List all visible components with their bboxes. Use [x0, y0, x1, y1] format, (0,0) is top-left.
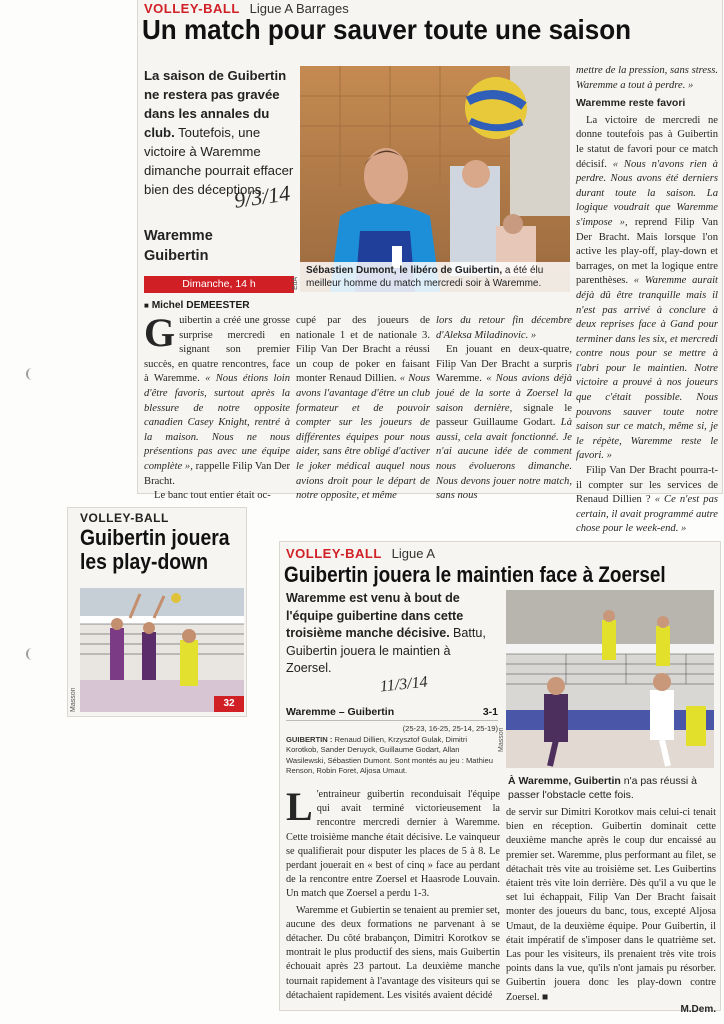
clipping-un-match [138, 0, 722, 535]
photo-caption: Sébastien Dumont, le libéro de Guibertin, a été élu meilleur homme du match mercredi soir à Waremme. [306, 265, 544, 289]
fixture: Waremme Guibertin [144, 228, 213, 264]
kicker: VOLLEY-BALL [80, 511, 169, 525]
photo-credit: Masson [498, 727, 505, 752]
photo-match-action [80, 588, 244, 712]
column-2: de servir sur Dimitri Korotkov mais celui-ci tenait bien en réception. Guibertin dominait cette deuxième manche après le coup dur encaissé au premier set. Waremme, plus performant au filet, se détachait très vite au troisième set. Les Guibertins étaient très vite loin derrière. Dès qu'il a vu que le set lui échappait, Filip Van Der Bracht faisait monter des joueurs du banc, tous, excepté Aljosa Umaut, de la deuxième équipe. Pour Guibertin, il était impératif de s'imposer dans le quatrième set. Las pour les visiteurs, ils prenaient très vite trois points dans la vue, qu'ils n'ont jamais pu résorber. Guibertin jouera donc les play-down contre Zoersel. ■ M.Dem. [506, 806, 716, 1017]
binder-hole-bottom [26, 648, 38, 660]
photo-waremme-guibertin [506, 590, 714, 768]
handwritten-date: 9/3/14 [232, 180, 292, 213]
photo-credit: EdA [292, 276, 299, 290]
column-2: cupé par des joueurs de nationale 1 et de nationale 3. Filip Van Der Bracht a réussi un coup de poker en faisant monter Renaud Dillien. « Nous avons l'avantage d'être un club formateur et de pouvoir compter sur les joueurs de différentes équipes pour nous aider, sans être obligé d'activer le joker médical auquel nous avions droit pour le départ de notre opposite, et même [296, 315, 430, 502]
author: M.Dem. [680, 1003, 716, 1015]
column-4: mettre de la pression, sans stress. Waremme a tout à perdre. » Waremme reste favori La victoire de mercredi ne donne toutefois pas à Guibertin le statut de favori pour ce match décisif. « Nous n'avons rien à perdre. Nous avons été derniers durant toute la saison. La logique voudrait que Waremme s'impose », reprend Filip Van Der Bracht. Mais lorsque l'on active les play-off, play-down et barrages, on met la logique entre parenthèses. « Waremme aurait déjà dû être tranquille mais il n'est pas arrivé à conclure à deux reprises face à Gand pour terminer dans les six, et mercredi contre nous pour se mettre à l'abri pour le maintien. Notre victoire a prouvé à nos joueurs que c'était possible. Nous pouvons sauver toute notre saison sur ce match, même si, je le répète, Waremme reste le favori. » Filip Van Der Bracht pourra-t-il compter sur les services de Renaud Dillien ? « Ce n'est pas certain, il avait programmé autre chose pour le week-end. » [576, 65, 718, 535]
clipping-maintien [280, 542, 720, 1015]
column-3: lors du retour fin décembre d'Aleksa Miladinovic. » En jouant en deux-quatre, Filip Van Der Bracht a surpris Waremme. « Nous avions déjà joué de la sorte à Zoersel la saison dernière, signale le passeur Guillaume Godart. Là aussi, cela avait fonctionné. Je n'ai aucune idée de comment nous évoluerons dimanche. Nous devons jouer notre match, sans nous [436, 315, 572, 502]
lead: Waremme est venu à bout de l'équipe guibertine dans cette troisième manche décisive. Battu, Guibertin jouera le maintien à Zoersel. [286, 591, 486, 675]
headline: Guibertin jouera les play-down [80, 525, 230, 574]
photo-caption: À Waremme, Guibertin n'a pas réussi à passer l'obstacle cette fois. [508, 775, 697, 801]
headline: Un match pour sauver toute une saison [142, 14, 632, 45]
lineup: (25-23, 16-25, 25-14, 25-19) GUIBERTIN : Renaud Dillien, Krzysztof Gulak, Dimitri Korotkob, Sander Deruyck, Guillaume Godart, Allan Wasilewski, Sébastien Dumont. Sont montés au jeu : Mathieu Renson, Robin Foret, Aljosa Umaut. [286, 724, 498, 775]
column-1: G uibertin a créé une grosse surprise mercredi en signant son premier succès, en quatre rencontres, face à Waremme. « Nous étions loin d'être favoris, surtout après la blessure de notre opposite canadien Casey Knight, rentré à la maison. Nous ne nous présentions pas avec une équipe complète », rappelle Filip Van Der Bracht. Le banc tout entier était oc- [144, 310, 290, 502]
photo-credit: Masson [70, 687, 77, 712]
kicker: VOLLEY-BALL Ligue A [286, 546, 436, 561]
subheading: Waremme reste favori [576, 97, 686, 110]
kicker: VOLLEY-BALL Ligue A Barrages [144, 1, 349, 16]
headline: Guibertin jouera le maintien face à Zoersel [284, 562, 666, 587]
score-line: Waremme – Guibertin 3-1 [286, 706, 498, 721]
author: ■ Michel DEMEESTER [144, 300, 250, 311]
handwritten-date: 11/3/14 [379, 673, 429, 696]
fixture-time-badge: Dimanche, 14 h [144, 276, 294, 293]
photo-sebastien-dumont [300, 66, 570, 292]
binder-hole-top [26, 368, 38, 380]
clipping-play-down [68, 508, 246, 716]
column-1: L 'entraineur guibertin reconduisait l'équipe qui avait terminé victorieusement la rencontre mercredi dernier à Waremme. Cette troisième manche était décisive. Le vainqueur se qualifierait pour disputer les places de 5 à 8. Le perdant jouerait en « best of cinq » face au perdant de la rencontre entre Zoersel et Haasrode Louvain. Un match que Zoersel a perdu 1-3. Waremme et Gubiertin se tenaient au premier set, aucune des deux formations ne parvenant à se détacher. Du côté brabançon, Dimitri Korotkov se montrait le plus productif des siens, mais Guibertin échouait après 23 partout. La deuxième manche tournait rapidement à l'avantage des visiteurs qui se détachaient rapidement. Les visités avaient décidé [286, 784, 500, 1001]
lead: La saison de Guibertin ne restera pas gravée dans les annales du club. Toutefois, une victoire à Waremme dimanche pourrait effacer bien des déceptions. [144, 68, 294, 197]
page-number-badge: 32 [214, 696, 244, 712]
